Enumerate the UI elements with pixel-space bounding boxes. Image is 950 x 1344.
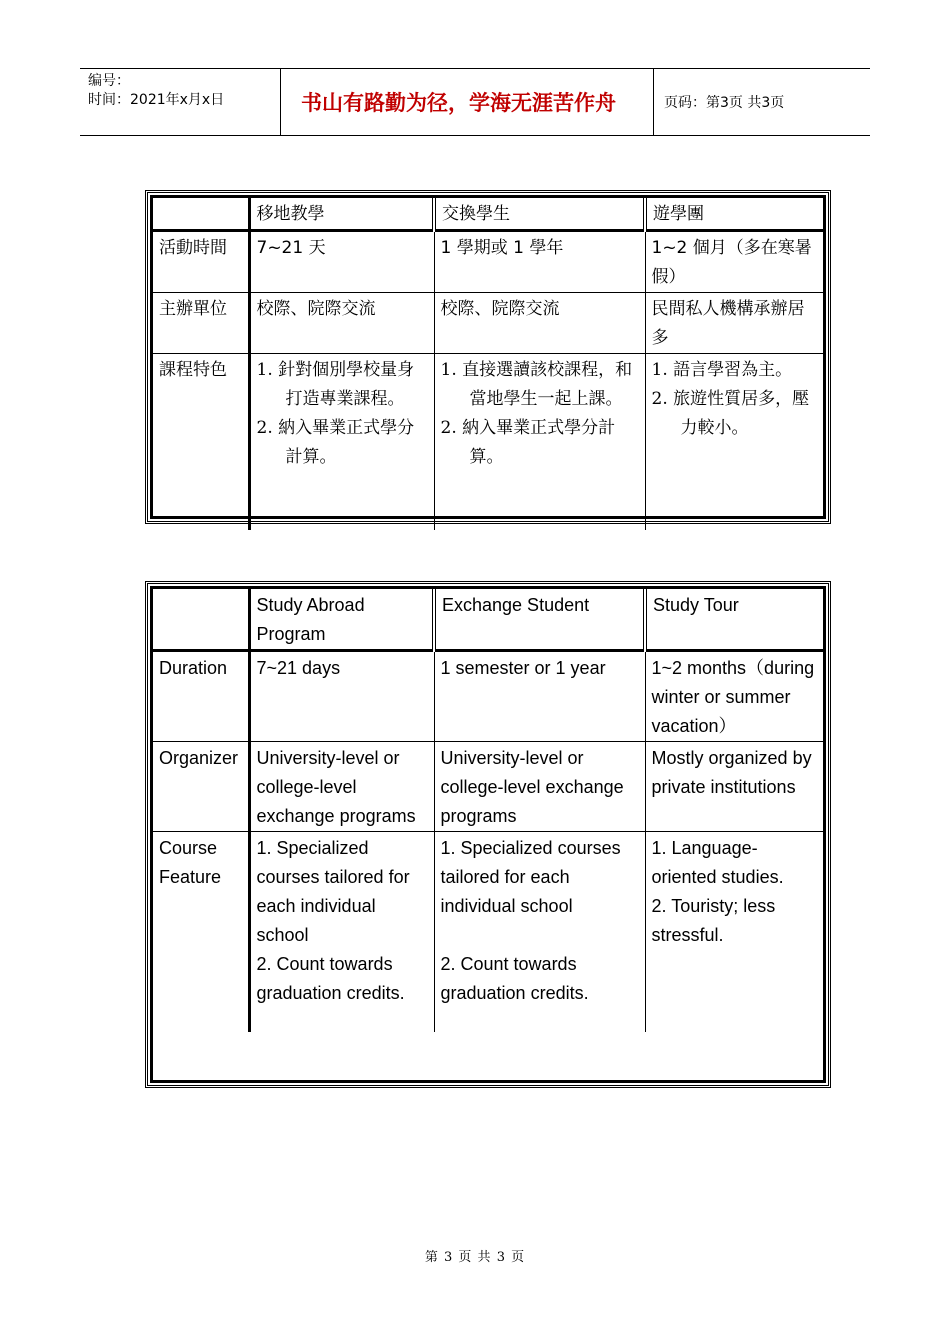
feature-list <box>257 834 428 1008</box>
list-item: 2. 納入畢業正式學分計算。 <box>440 418 616 467</box>
table-cell: Mostly organized by private institutions <box>645 742 823 832</box>
table-cell: 民間私人機構承辦居多 <box>645 293 823 354</box>
table-row <box>153 231 823 293</box>
table-row <box>153 354 823 530</box>
comparison-table-chinese <box>145 190 831 524</box>
header-motto: 书山有路勤为径，学海无涯苦作舟 <box>281 69 654 135</box>
row-label: Course Feature <box>153 832 249 1032</box>
table-cell: 1 學期或 1 學年 <box>434 231 645 293</box>
comparison-table-english <box>145 581 831 1088</box>
list-item: 1. 針對個別學校量身打造專業課程。 <box>256 360 415 409</box>
table-cell: 1 semester or 1 year <box>434 651 645 742</box>
table-cell <box>645 354 823 530</box>
header-cell <box>153 198 249 231</box>
header-cell: 交換學生 <box>434 198 645 231</box>
row-label: Organizer <box>153 742 249 832</box>
table-row <box>153 742 823 832</box>
table-row <box>153 832 823 1032</box>
table-cell: University-level or college-level exchange programs <box>434 742 645 832</box>
header-cell: Study Abroad Program <box>249 589 434 651</box>
row-label: 主辦單位 <box>153 293 249 354</box>
table-cell: 校際、院際交流 <box>249 293 434 354</box>
table-cell: 1~2 個月（多在寒暑假） <box>645 231 823 293</box>
table-cell <box>434 354 645 530</box>
header-page-label: 页码：第3页 共3页 <box>664 95 785 111</box>
page-header <box>80 68 870 136</box>
header-cell: Study Tour <box>645 589 823 651</box>
table-cell: 7~21 天 <box>249 231 434 293</box>
list-item: 1. Specialized courses tailored for each individual school <box>256 838 410 945</box>
table-cell <box>249 354 434 530</box>
feature-list <box>441 356 639 472</box>
list-item: 1. 語言學習為主。 <box>651 360 793 380</box>
table-row <box>153 651 823 742</box>
row-label: Duration <box>153 651 249 742</box>
feature-list <box>441 834 639 1008</box>
table-cell <box>249 832 434 1032</box>
feature-list <box>652 834 818 950</box>
document-number-label: 编号： <box>88 73 130 89</box>
row-label: 課程特色 <box>153 354 249 530</box>
table-cell: 校際、院際交流 <box>434 293 645 354</box>
list-item: 2. Count towards graduation credits. <box>256 954 405 1003</box>
table-row <box>153 293 823 354</box>
list-item: 1. Specialized courses tailored for each individual school <box>440 838 621 916</box>
table-cell: University-level or college-level exchange programs <box>249 742 434 832</box>
list-item: 2. Count towards graduation credits. <box>440 954 589 1003</box>
table-header-row <box>153 589 823 651</box>
row-label: 活動時間 <box>153 231 249 293</box>
list-item: 2. 旅遊性質居多，壓力較小。 <box>651 389 810 438</box>
table-cell <box>645 832 823 1032</box>
header-cell: 遊學團 <box>645 198 823 231</box>
header-cell: Exchange Student <box>434 589 645 651</box>
table-cell: 1~2 months（during winter or summer vacation） <box>645 651 823 742</box>
document-time-label: 时间：2021年x月x日 <box>88 92 225 108</box>
header-cell: 移地教學 <box>249 198 434 231</box>
list-item: 1. Language-oriented studies. <box>651 838 784 887</box>
header-cell <box>153 589 249 651</box>
list-item: 1. 直接選讀該校課程，和當地學生一起上課。 <box>440 360 633 409</box>
feature-list <box>257 356 428 472</box>
table-cell: 7~21 days <box>249 651 434 742</box>
page-footer: 第 3 页 共 3 页 <box>424 1250 526 1265</box>
table-cell <box>434 832 645 1032</box>
list-item: 2. Touristy; less stressful. <box>651 896 776 945</box>
list-item: 2. 納入畢業正式學分計算。 <box>256 418 415 467</box>
feature-list <box>652 356 818 443</box>
header-meta <box>80 69 281 135</box>
table-header-row <box>153 198 823 231</box>
